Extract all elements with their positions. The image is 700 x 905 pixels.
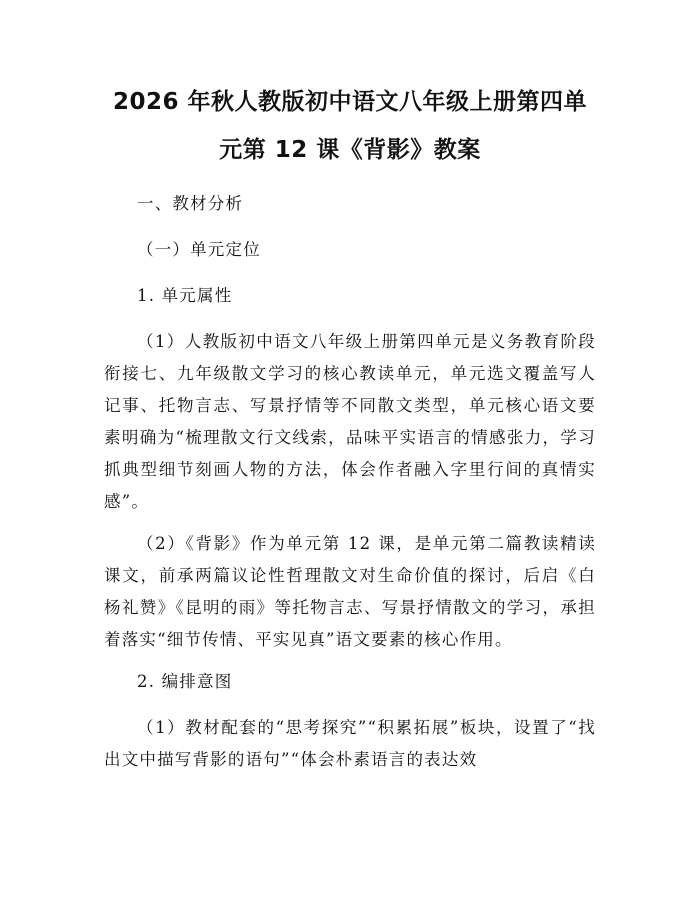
paragraph-unit-attribute-1: （1）人教版初中语文八年级上册第四单元是义务教育阶段衔接七、九年级散文学习的核心教读单元，单元选文覆盖写人记事、托物言志、写景抒情等不同散文类型，单元核心语文要素明确为“梳理散文行文线索，品味平实语言的情感张力，学习抓典型细节刻画人物的方法，体会作者融入字里行间的真情实感”。 [104,332,596,511]
paragraph-arrangement-intent-1: （1）教材配套的“思考探究”“积累拓展”板块，设置了“找出文中描写背影的语句”“体会朴素语言的表达效 [104,718,596,769]
title-line-2: 元第 12 课《背影》教案 [219,137,481,163]
document-title [104,78,596,174]
subsection-heading-unit-position: （一）单元定位 [137,240,261,259]
title-line-1: 2026 年秋人教版初中语文八年级上册第四单 [112,89,588,115]
item-heading-arrangement-intent: 2. 编排意图 [137,672,233,691]
item-heading-unit-attribute: 1. 单元属性 [137,286,233,305]
paragraph-unit-attribute-2: （2）《背影》作为单元第 12 课，是单元第二篇教读精读课文，前承两篇议论性哲理散文对生命价值的探讨，后启《白杨礼赞》《昆明的雨》等托物言志、写景抒情散文的学习，承担着落实“细节传情、平实见真”语文要素的核心作用。 [104,534,596,649]
section-heading-teaching-analysis: 一、教材分析 [137,194,244,213]
